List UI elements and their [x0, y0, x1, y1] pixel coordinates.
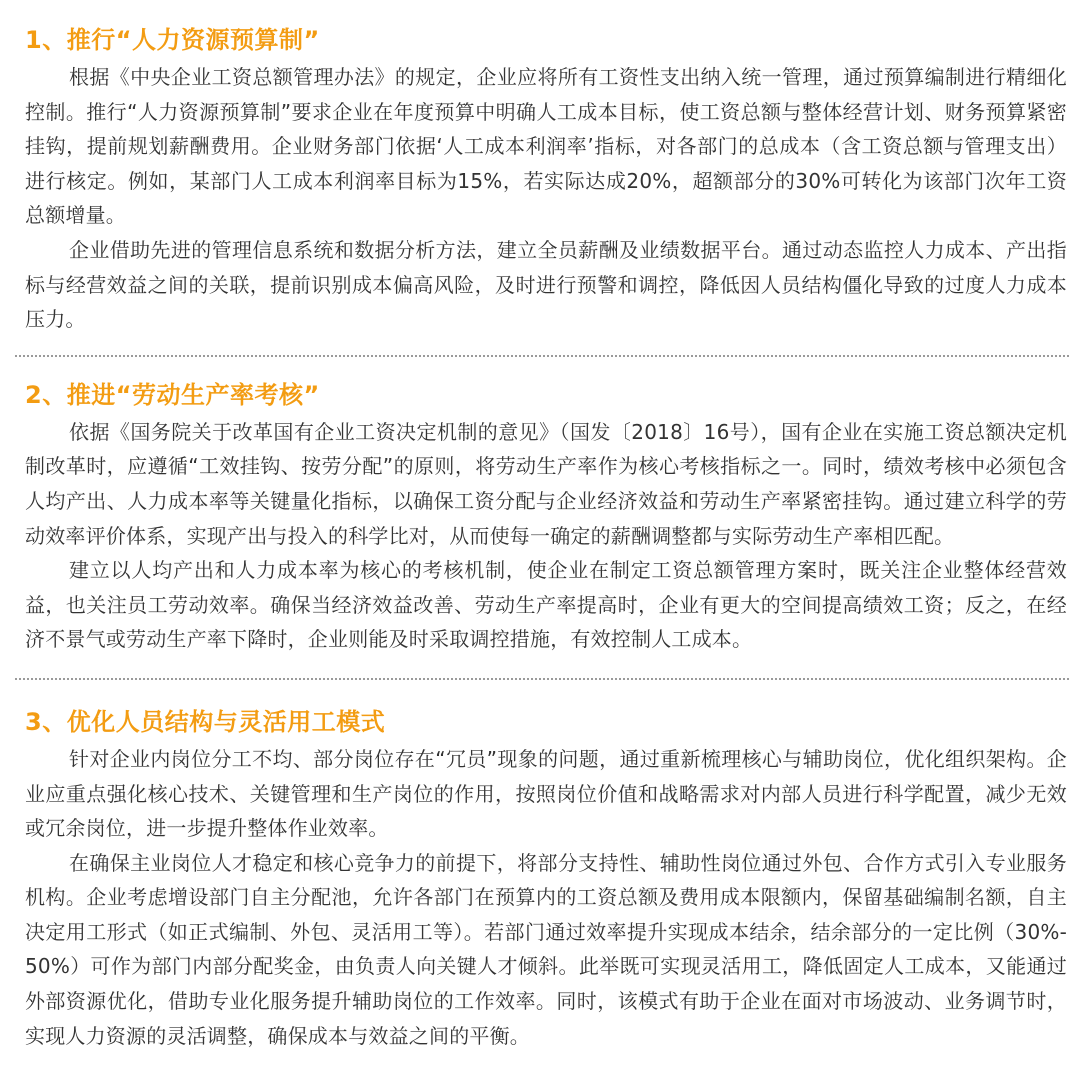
section-labor-productivity [25, 357, 1067, 657]
section-paragraph: 依据《国务院关于改革国有企业工资决定机制的意见》（国发〔2018〕16号），国有企业在实施工资总额决定机制改革时，应遵循“工效挂钩、按劳分配”的原则，将劳动生产率作为核心考核指标之一。同时，绩效考核中必须包含人均产出、人力成本率等关键量化指标，以确保工资分配与企业经济效益和劳动生产率紧密挂钩。通过建立科学的劳动效率评价体系，实现产出与投入的科学比对，从而使每一确定的薪酬调整都与实际劳动生产率相匹配。 [25, 419, 1067, 548]
section-heading: 1、推行“人力资源预算制” [25, 26, 320, 54]
section-paragraph: 针对企业内岗位分工不均、部分岗位存在“冗员”现象的问题，通过重新梳理核心与辅助岗位，优化组织架构。企业应重点强化核心技术、关键管理和生产岗位的作用，按照岗位价值和战略需求对内部人员进行科学配置，减少无效或冗余岗位，进一步提升整体作业效率。 [25, 746, 1067, 841]
section-heading: 3、优化人员结构与灵活用工模式 [25, 707, 386, 736]
section-staff-structure [25, 680, 1067, 1053]
section-paragraph: 企业借助先进的管理信息系统和数据分析方法，建立全员薪酬及业绩数据平台。通过动态监控人力成本、产出指标与经营效益之间的关联，提前识别成本偏高风险，及时进行预警和调控，降低因人员结构僵化导致的过度人力成本压力。 [25, 237, 1067, 332]
section-heading: 2、推进“劳动生产率考核” [25, 380, 320, 409]
section-paragraph: 在确保主业岗位人才稳定和核心竞争力的前提下，将部分支持性、辅助性岗位通过外包、合作方式引入专业服务机构。企业考虑增设部门自主分配池，允许各部门在预算内的工资总额及费用成本限额内，保留基础编制名额，自主决定用工形式（如正式编制、外包、灵活用工等）。若部门通过效率提升实现成本结余，结余部分的一定比例（30%-50%）可作为部门内部分配奖金，由负责人向关键人才倾斜。此举既可实现灵活用工，降低固定人工成本，又能通过外部资源优化，借助专业化服务提升辅助岗位的工作效率。同时，该模式有助于企业在面对市场波动、业务调节时，实现人力资源的灵活调整，确保成本与效益之间的平衡。 [25, 850, 1067, 1048]
section-paragraph: 建立以人均产出和人力成本率为核心的考核机制，使企业在制定工资总额管理方案时，既关注企业整体经营效益，也关注员工劳动效率。确保当经济效益改善、劳动生产率提高时，企业有更大的空间提高绩效工资；反之，在经济不景气或劳动生产率下降时，企业则能及时采取调控措施，有效控制人工成本。 [25, 558, 1067, 652]
section-paragraph: 根据《中央企业工资总额管理办法》的规定，企业应将所有工资性支出纳入统一管理，通过预算编制进行精细化控制。推行“人力资源预算制”要求企业在年度预算中明确人工成本目标，使工资总额与整体经营计划、财务预算紧密挂钩，提前规划薪酬费用。企业财务部门依据‘人工成本利润率’指标，对各部门的总成本（含工资总额与管理支出）进行核定。例如，某部门人工成本利润率目标为15%，若实际达成20%，超额部分的30%可转化为该部门次年工资总额增量。 [25, 65, 1067, 228]
section-human-resource-budget [25, 0, 1067, 337]
